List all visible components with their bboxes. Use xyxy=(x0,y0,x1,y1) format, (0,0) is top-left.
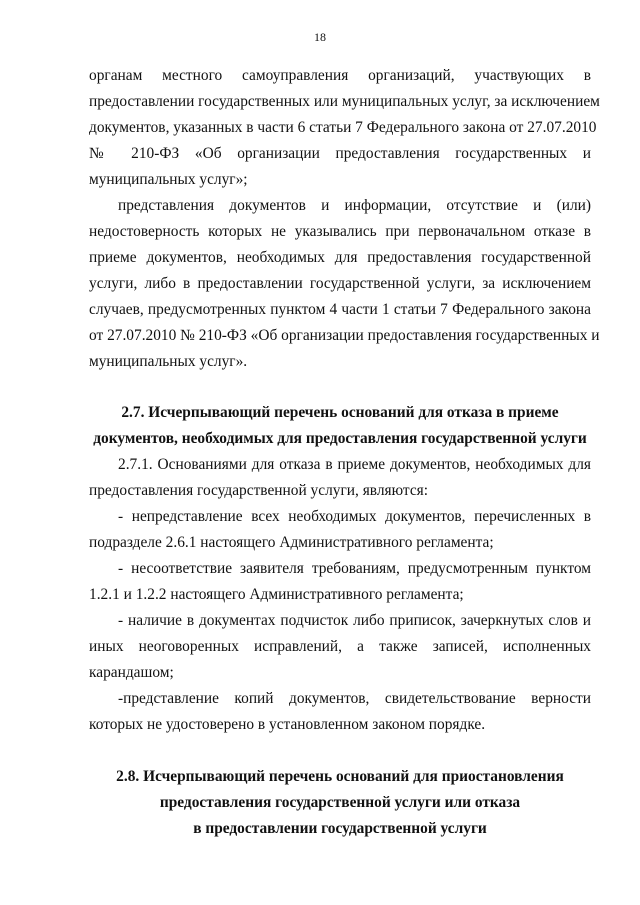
text-line: органам местного самоуправления организаций, участвующих в xyxy=(89,67,591,84)
list-item: подразделе 2.6.1 настоящего Административного регламента; xyxy=(89,534,494,551)
text-line: предоставления государственной услуги, являются: xyxy=(89,482,428,499)
text-line: 2.7.1. Основаниями для отказа в приеме документов, необходимых для xyxy=(118,456,591,473)
text-line: документов, указанных в части 6 статьи 7 Федерального закона от 27.07.2010 xyxy=(89,119,597,136)
list-item: - наличие в документах подчисток либо приписок, зачеркнутых слов и xyxy=(118,612,591,629)
text-line: муниципальных услуг». xyxy=(89,353,248,370)
list-item: - непредставление всех необходимых документов, перечисленных в xyxy=(118,508,591,525)
text-line: от 27.07.2010 № 210-ФЗ «Об организации предоставления государственных и xyxy=(89,327,600,344)
section-heading: 2.8. Исчерпывающий перечень оснований для приостановления xyxy=(116,768,564,785)
list-item: -представление копий документов, свидетельствование верности xyxy=(118,690,591,707)
text-line: представления документов и информации, отсутствие и (или) xyxy=(118,197,591,214)
text-line: случаев, предусмотренных пунктом 4 части 1 статьи 7 Федерального закона xyxy=(89,301,591,318)
list-item: иных неоговоренных исправлений, а также записей, исполненных xyxy=(89,638,591,655)
section-heading: документов, необходимых для предоставления государственной услуги xyxy=(93,430,587,447)
list-item: - несоответствие заявителя требованиям, предусмотренным пунктом xyxy=(118,560,591,577)
page-number: 18 xyxy=(314,30,326,44)
text-line: муниципальных услуг»; xyxy=(89,171,248,188)
text-line: приеме документов, необходимых для предоставления государственной xyxy=(89,249,591,266)
text-line: предоставлении государственных или муниципальных услуг, за исключением xyxy=(89,93,600,110)
text-line: услуги, либо в предоставлении государственной услуги, за исключением xyxy=(89,275,591,292)
list-item: 1.2.1 и 1.2.2 настоящего Административного регламента; xyxy=(89,586,464,603)
section-heading: предоставления государственной услуги или отказа xyxy=(159,794,521,811)
section-heading: 2.7. Исчерпывающий перечень оснований для отказа в приеме xyxy=(121,404,559,421)
list-item: карандашом; xyxy=(89,664,174,681)
text-line: недостоверность которых не указывались при первоначальном отказе в xyxy=(89,223,591,240)
list-item: которых не удостоверено в установленном законом порядке. xyxy=(89,716,486,733)
text-line: № 210-ФЗ «Об организации предоставления государственных и xyxy=(89,145,591,162)
section-heading: в предоставлении государственной услуги xyxy=(193,820,487,837)
